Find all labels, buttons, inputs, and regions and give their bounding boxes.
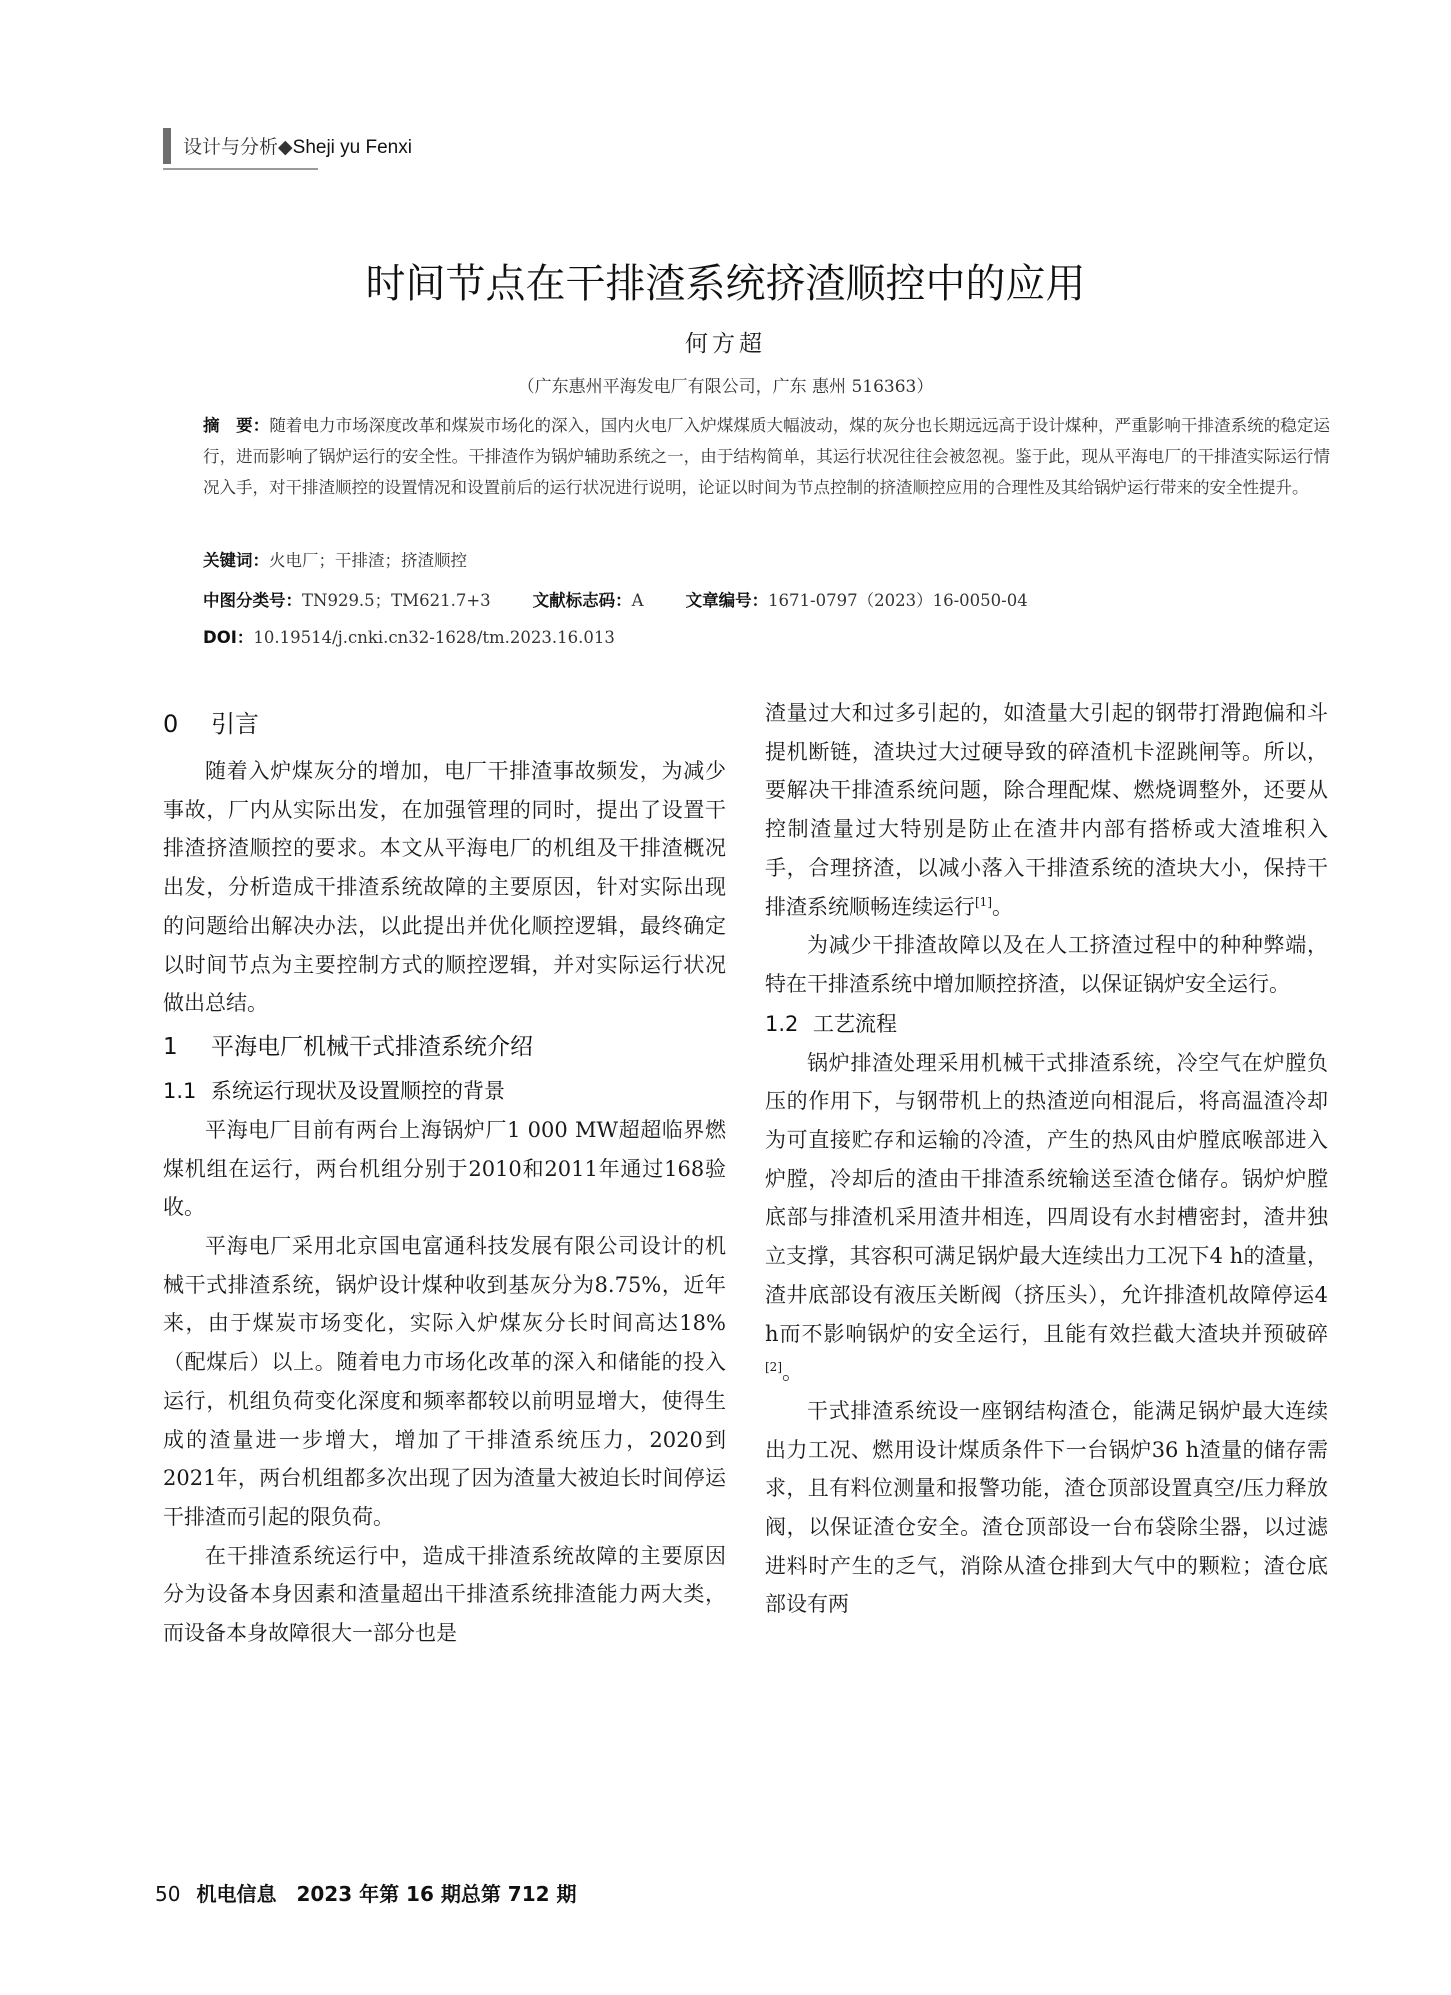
citation-ref: [1] [975, 894, 992, 909]
keywords-label: 关键词： [203, 551, 269, 570]
subsection-heading-1-2 [765, 1004, 1328, 1044]
doc-code-label: 文献标志码： [532, 591, 632, 610]
classification [203, 587, 1028, 611]
article-no-label: 文章编号： [685, 591, 769, 610]
section-heading-0 [163, 696, 726, 752]
left-column [163, 696, 726, 1653]
abstract-text: 随着电力市场深度改革和煤炭市场化的深入，国内火电厂入炉煤煤质大幅波动，煤的灰分也长期远远高于设计煤种，严重影响干排渣系统的稳定运行，进而影响了锅炉运行的安全性。干排渣作为锅炉辅助系统之一，由于结构简单，其运行状况往往会被忽视。鉴于此，现从平海电厂的干排渣实际运行情况入手，对干排渣顺控的设置情况和设置前后的运行状况进行说明，论证以时间为节点控制的挤渣顺控应用的合理性及其给锅炉运行带来的安全性提升。 [203, 416, 1331, 497]
header-text [183, 132, 412, 159]
section-title: 系统运行现状及设置顺控的背景 [211, 1078, 505, 1103]
paper-title: 时间节点在干排渣系统挤渣顺控中的应用 [365, 261, 1086, 307]
header-section-en: Sheji yu Fenxi [292, 137, 412, 158]
author: 何方超 [685, 331, 766, 357]
paragraph: 在干排渣系统运行中，造成干排渣系统故障的主要原因分为设备本身因素和渣量超出干排渣系统排渣能力两大类，而设备本身故障很大一部分也是 [163, 1543, 726, 1646]
abstract [203, 410, 1330, 503]
paragraph: 干式排渣系统设一座钢结构渣仓，能满足锅炉最大连续出力工况、燃用设计煤质条件下一台锅炉36 h渣量的储存需求，且有料位测量和报警功能，渣仓顶部设置真空/压力释放阀，以保证渣仓安全。渣仓顶部设一台布袋除尘器，以过滤进料时产生的乏气，消除从渣仓排到大气中的颗粒；渣仓底部设有两 [765, 1398, 1328, 1617]
clc-value: TN929.5；TM621.7+3 [302, 591, 491, 610]
paragraph-continued: 渣量过大和过多引起的，如渣量大引起的钢带打滑跑偏和斗提机断链，渣块过大过硬导致的碎渣机卡涩跳闸等。所以，要解决干排渣系统问题，除合理配煤、燃烧调整外，还要从控制渣量过大特别是防止在渣井内部有搭桥或大渣堆积入手，合理挤渣，以减小落入干排渣系统的渣块大小，保持干排渣系统顺畅连续运行[1]。 [765, 701, 1328, 919]
clc-label: 中图分类号： [203, 591, 302, 610]
doc-code-value: A [631, 591, 644, 610]
running-header [163, 128, 412, 170]
page-footer [155, 1878, 577, 1907]
doi [203, 624, 615, 648]
section-title: 平海电厂机械干式排渣系统介绍 [211, 1033, 533, 1060]
paragraph: 平海电厂目前有两台上海锅炉厂1 000 MW超超临界燃煤机组在运行，两台机组分别于2010和2011年通过168验收。 [163, 1117, 726, 1220]
keywords [203, 547, 467, 571]
section-heading-1 [163, 1023, 726, 1071]
subsection-heading-1-1 [163, 1071, 726, 1111]
section-number: 0 [163, 710, 179, 738]
header-section-cn: 设计与分析 [183, 136, 279, 158]
article-no-value: 1671-0797（2023）16-0050-04 [768, 591, 1028, 610]
paragraph: 为减少干排渣故障以及在人工挤渣过程中的种种弊端，特在干排渣系统中增加顺控挤渣，以保证锅炉安全运行。 [765, 933, 1328, 996]
section-number: 1 [163, 1033, 178, 1060]
citation-ref: [2] [765, 1360, 782, 1375]
doi-value: 10.19514/j.cnki.cn32-1628/tm.2023.16.013 [253, 628, 615, 647]
keywords-text: 火电厂；干排渣；挤渣顺控 [269, 551, 467, 570]
paragraph: 平海电厂采用北京国电富通科技发展有限公司设计的机械干式排渣系统，锅炉设计煤种收到基灰分为8.75%，近年来，由于煤炭市场变化，实际入炉煤灰分长时间高达18%（配煤后）以上。随着电力市场化改革的深入和储能的投入运行，机组负荷变化深度和频率都较以前明显增大，使得生成的渣量进一步增大，增加了干排渣系统压力，2020到2021年，两台机组都多次出现了因为渣量大被迫长时间停运干排渣而引起的限负荷。 [163, 1234, 726, 1529]
journal-info: 机电信息 2023 年第 16 期总第 712 期 [196, 1882, 577, 1906]
header-bar [163, 128, 171, 164]
abstract-label: 摘 要： [203, 416, 270, 435]
page-number: 50 [155, 1882, 181, 1906]
paragraph: 随着入炉煤灰分的增加，电厂干排渣事故频发，为减少事故，厂内从实际出发，在加强管理的同时，提出了设置干排渣挤渣顺控的要求。本文从平海电厂的机组及干排渣概况出发，分析造成干排渣系统故障的主要原因，针对实际出现的问题给出解决办法，以此提出并优化顺控逻辑，最终确定以时间节点为主要控制方式的顺控逻辑，并对实际运行状况做出总结。 [163, 759, 726, 1016]
affiliation: （广东惠州平海发电厂有限公司，广东 惠州 516363） [517, 377, 934, 397]
section-number: 1.1 [163, 1078, 197, 1103]
section-title: 引言 [211, 710, 259, 738]
paragraph: 锅炉排渣处理采用机械干式排渣系统，冷空气在炉膛负压的作用下，与钢带机上的热渣逆向相混后，将高温渣冷却为可直接贮存和运输的冷渣，产生的热风由炉膛底喉部进入炉膛，冷却后的渣由干排渣系统输送至渣仓储存。锅炉炉膛底部与排渣机采用渣井相连，四周设有水封槽密封，渣井独立支撑，其容积可满足锅炉最大连续出力工况下4 h的渣量，渣井底部设有液压关断阀（挤压头），允许排渣机故障停运4 h而不影响锅炉的安全运行，且能有效拦截大渣块并预破碎[2]。 [765, 1050, 1328, 1385]
section-number: 1.2 [765, 1011, 799, 1036]
right-column [765, 694, 1328, 1624]
doi-label: DOI： [203, 628, 254, 647]
diamond-icon: ◆ [278, 136, 293, 158]
section-title: 工艺流程 [813, 1011, 897, 1036]
